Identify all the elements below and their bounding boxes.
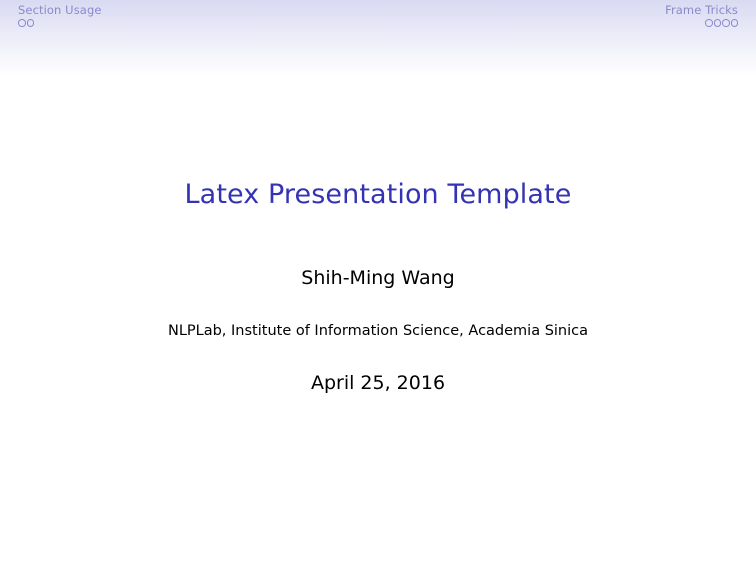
presentation-title: Latex Presentation Template bbox=[184, 179, 572, 210]
institute-name: NLPLab, Institute of Information Science, Academia Sinica bbox=[167, 323, 589, 339]
frame-dots bbox=[18, 19, 102, 27]
nav-section-label[interactable]: Frame Tricks bbox=[665, 3, 738, 17]
author-name: Shih-Ming Wang bbox=[301, 267, 455, 289]
headline-bar bbox=[0, 0, 756, 76]
frame-dot[interactable] bbox=[722, 19, 730, 27]
presentation-date: April 25, 2016 bbox=[310, 372, 446, 394]
frame-dot[interactable] bbox=[18, 19, 26, 27]
nav-frame-tricks[interactable] bbox=[665, 4, 738, 27]
frame-dots bbox=[665, 19, 738, 27]
frame-dot[interactable] bbox=[705, 19, 713, 27]
nav-section-usage[interactable] bbox=[18, 4, 102, 27]
frame-dot[interactable] bbox=[731, 19, 739, 27]
frame-dot[interactable] bbox=[714, 19, 722, 27]
nav-section-label[interactable]: Section Usage bbox=[18, 3, 102, 17]
frame-dot[interactable] bbox=[27, 19, 35, 27]
